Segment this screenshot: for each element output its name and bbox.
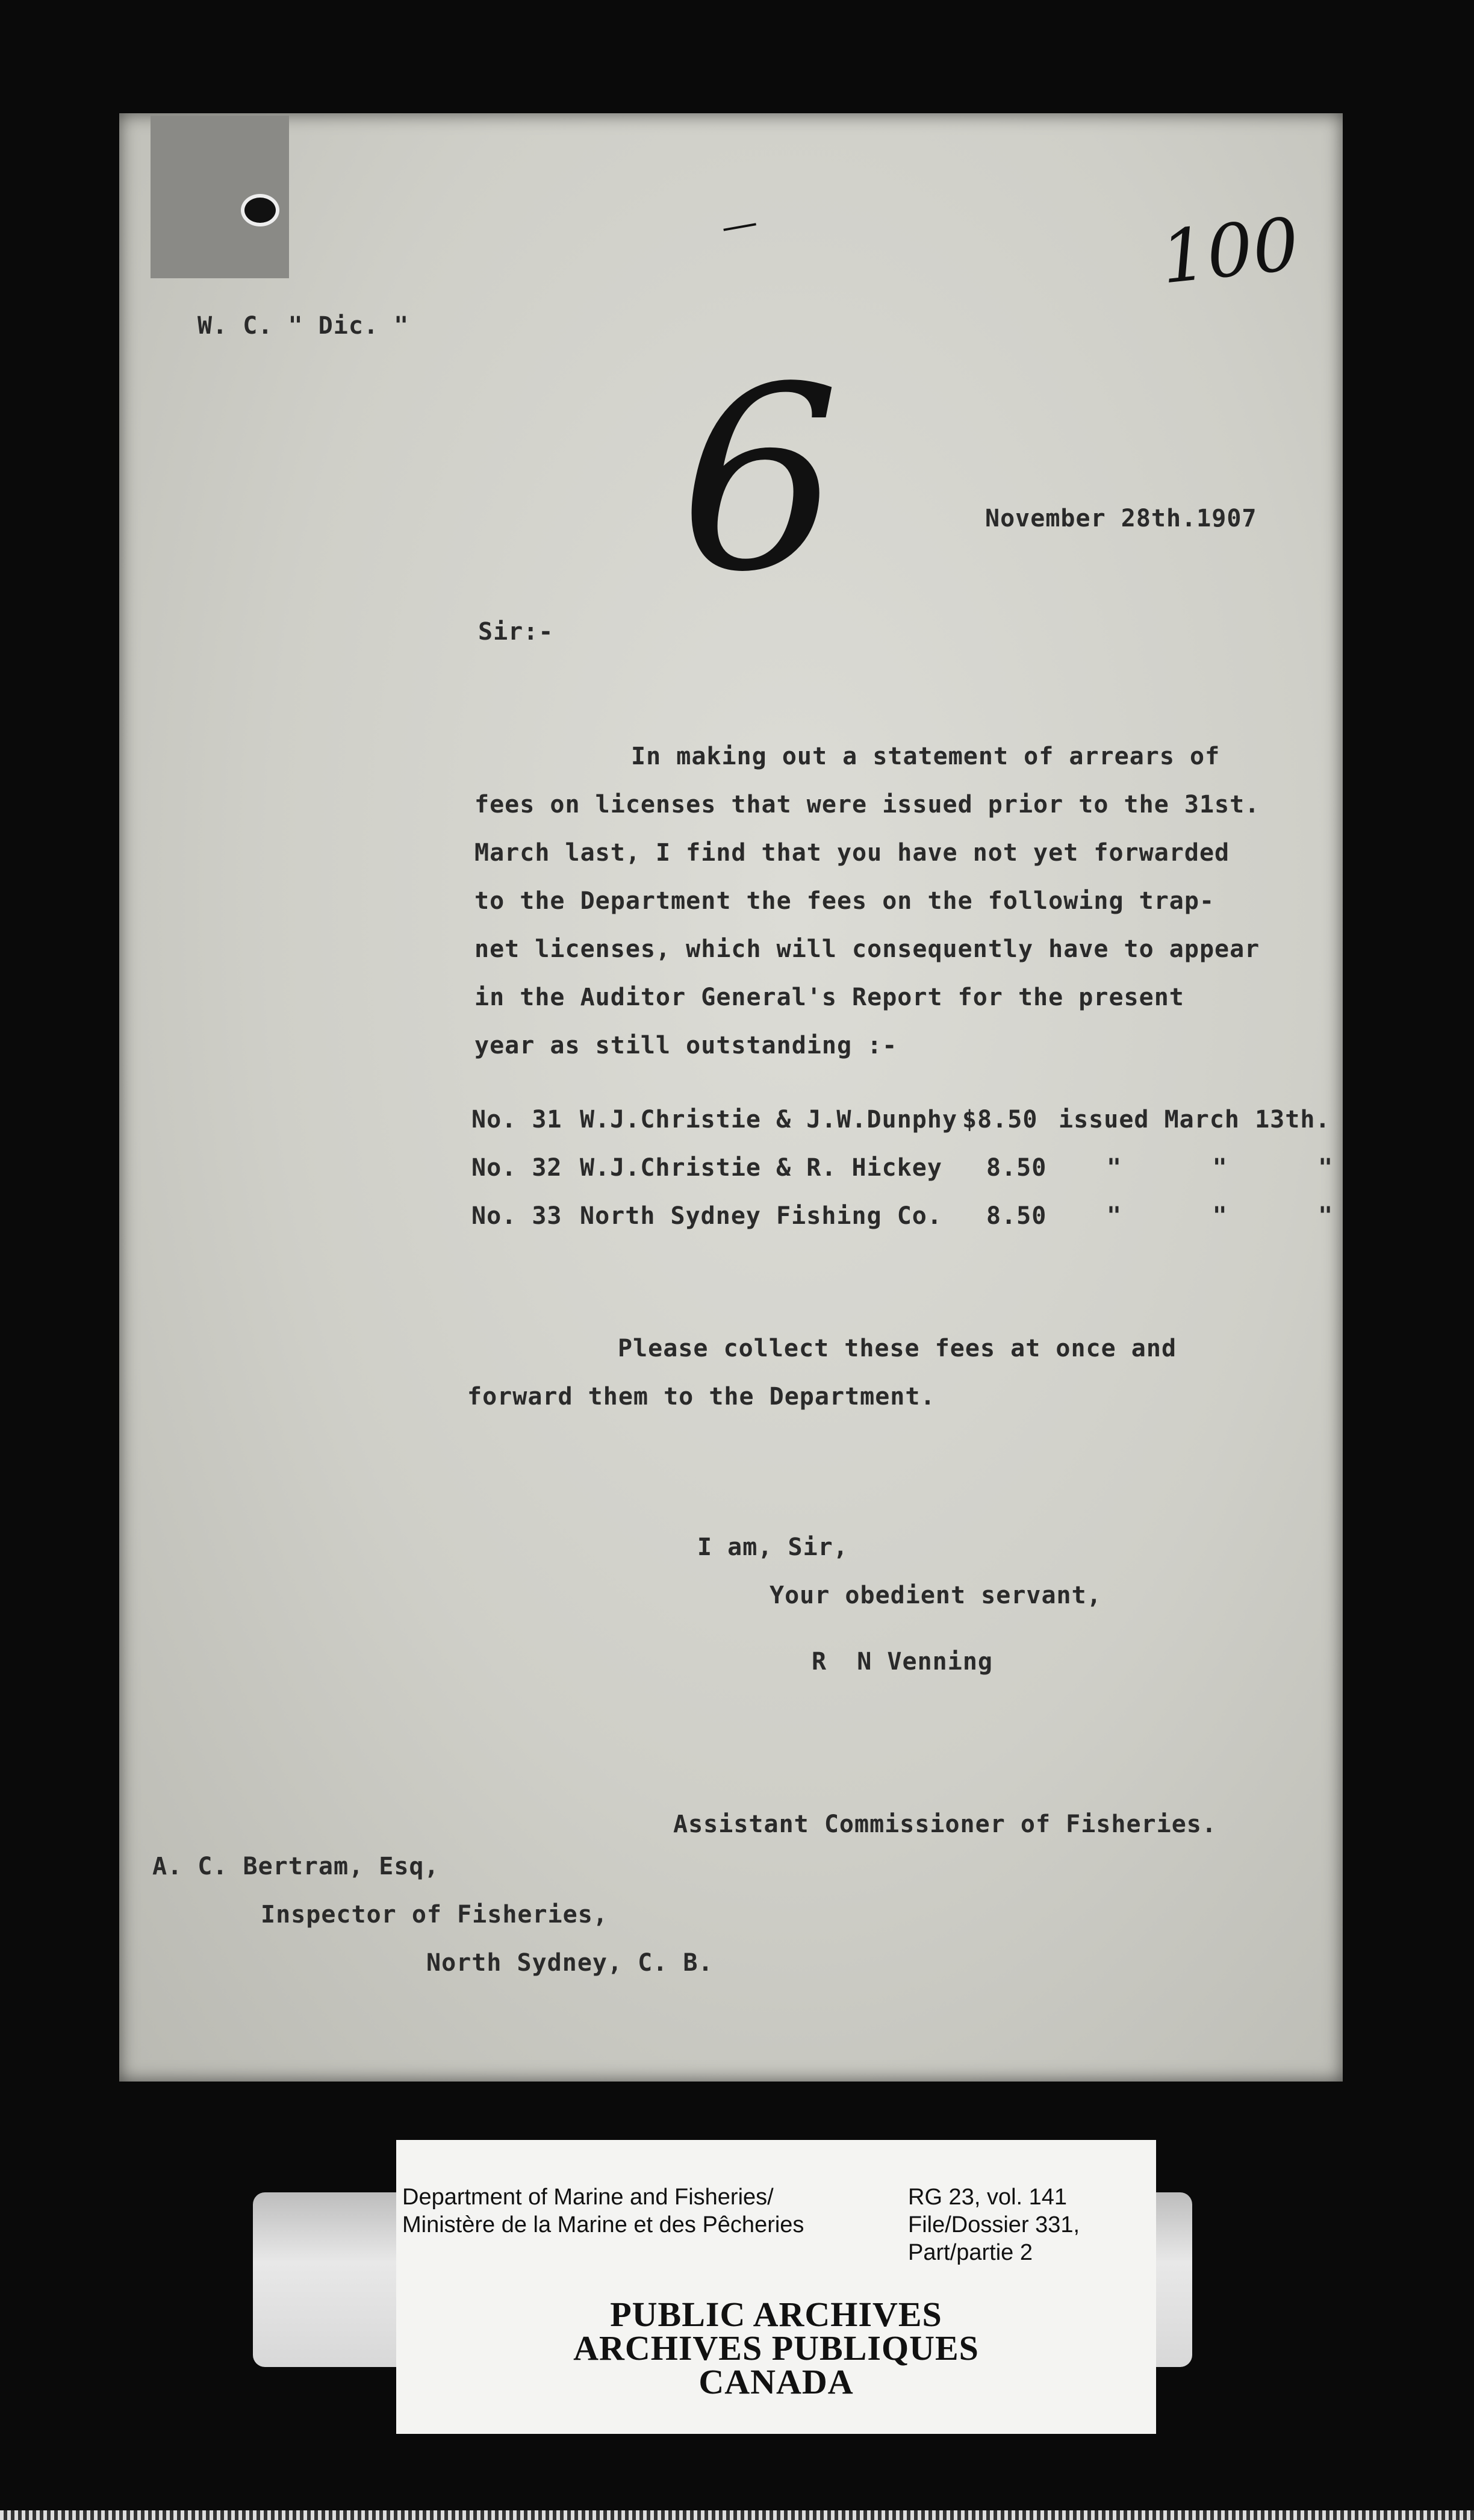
license-holder: W.J.Christie & R. Hickey bbox=[580, 1154, 942, 1182]
film-edge bbox=[0, 2510, 1474, 2520]
dash-mark: — bbox=[718, 201, 761, 249]
archive-reference: RG 23, vol. 141 bbox=[908, 2185, 1068, 2210]
body-line: year as still outstanding :- bbox=[474, 1032, 898, 1059]
request-line: forward them to the Department. bbox=[467, 1383, 936, 1411]
corner-tab bbox=[151, 116, 289, 278]
license-note: " " " bbox=[1107, 1202, 1334, 1230]
archives-stamp bbox=[396, 2295, 1156, 2401]
body-line: to the Department the fees on the following trap- bbox=[474, 887, 1215, 915]
license-holder: North Sydney Fishing Co. bbox=[580, 1202, 942, 1230]
archive-reference: File/Dossier 331, bbox=[908, 2212, 1080, 2238]
archive-reference: Part/partie 2 bbox=[908, 2240, 1033, 2265]
license-note: issued March 13th. bbox=[1059, 1106, 1331, 1134]
addressee-name: A. C. Bertram, Esq, bbox=[152, 1853, 440, 1880]
signer-title: Assistant Commissioner of Fisheries. bbox=[673, 1810, 1217, 1838]
body-line: in the Auditor General's Report for the present bbox=[474, 984, 1184, 1011]
request-line: Please collect these fees at once and bbox=[618, 1335, 1177, 1362]
license-holder: W.J.Christie & J.W.Dunphy bbox=[580, 1106, 958, 1134]
letter-sheet bbox=[119, 113, 1343, 2082]
license-number: No. 31 bbox=[471, 1106, 562, 1134]
license-number: No. 33 bbox=[471, 1202, 562, 1230]
body-line: In making out a statement of arrears of bbox=[631, 743, 1221, 770]
department-en: Department of Marine and Fisheries/ bbox=[402, 2185, 774, 2210]
hole-punch-icon bbox=[241, 194, 279, 226]
addressee-title: Inspector of Fisheries, bbox=[261, 1901, 608, 1929]
license-number: No. 32 bbox=[471, 1154, 562, 1182]
license-note: " " " bbox=[1107, 1154, 1334, 1182]
department-fr: Ministère de la Marine et des Pêcheries bbox=[402, 2212, 804, 2238]
salutation: Sir:- bbox=[478, 618, 554, 646]
addressee-place: North Sydney, C. B. bbox=[426, 1949, 714, 1977]
page-number: 100 bbox=[1157, 202, 1303, 301]
file-reference: W. C. " Dic. " bbox=[197, 312, 409, 340]
closing: I am, Sir, bbox=[697, 1533, 848, 1561]
body-line: March last, I find that you have not yet forwarded bbox=[474, 839, 1230, 867]
closing: Your obedient servant, bbox=[770, 1582, 1102, 1609]
stamp-line: ARCHIVES PUBLIQUES bbox=[573, 2328, 979, 2368]
license-fee: 8.50 bbox=[986, 1202, 1047, 1230]
license-fee: $8.50 bbox=[962, 1106, 1038, 1134]
signature: R N Venning bbox=[812, 1648, 993, 1676]
big-handwritten-mark: 6 bbox=[679, 333, 841, 628]
stamp-line: CANADA bbox=[698, 2362, 854, 2401]
body-line: net licenses, which will consequently have to appear bbox=[474, 935, 1260, 963]
letter-date: November 28th.1907 bbox=[985, 505, 1257, 532]
license-fee: 8.50 bbox=[986, 1154, 1047, 1182]
body-line: fees on licenses that were issued prior to the 31st. bbox=[474, 791, 1260, 819]
stamp-line: PUBLIC ARCHIVES bbox=[610, 2295, 942, 2334]
